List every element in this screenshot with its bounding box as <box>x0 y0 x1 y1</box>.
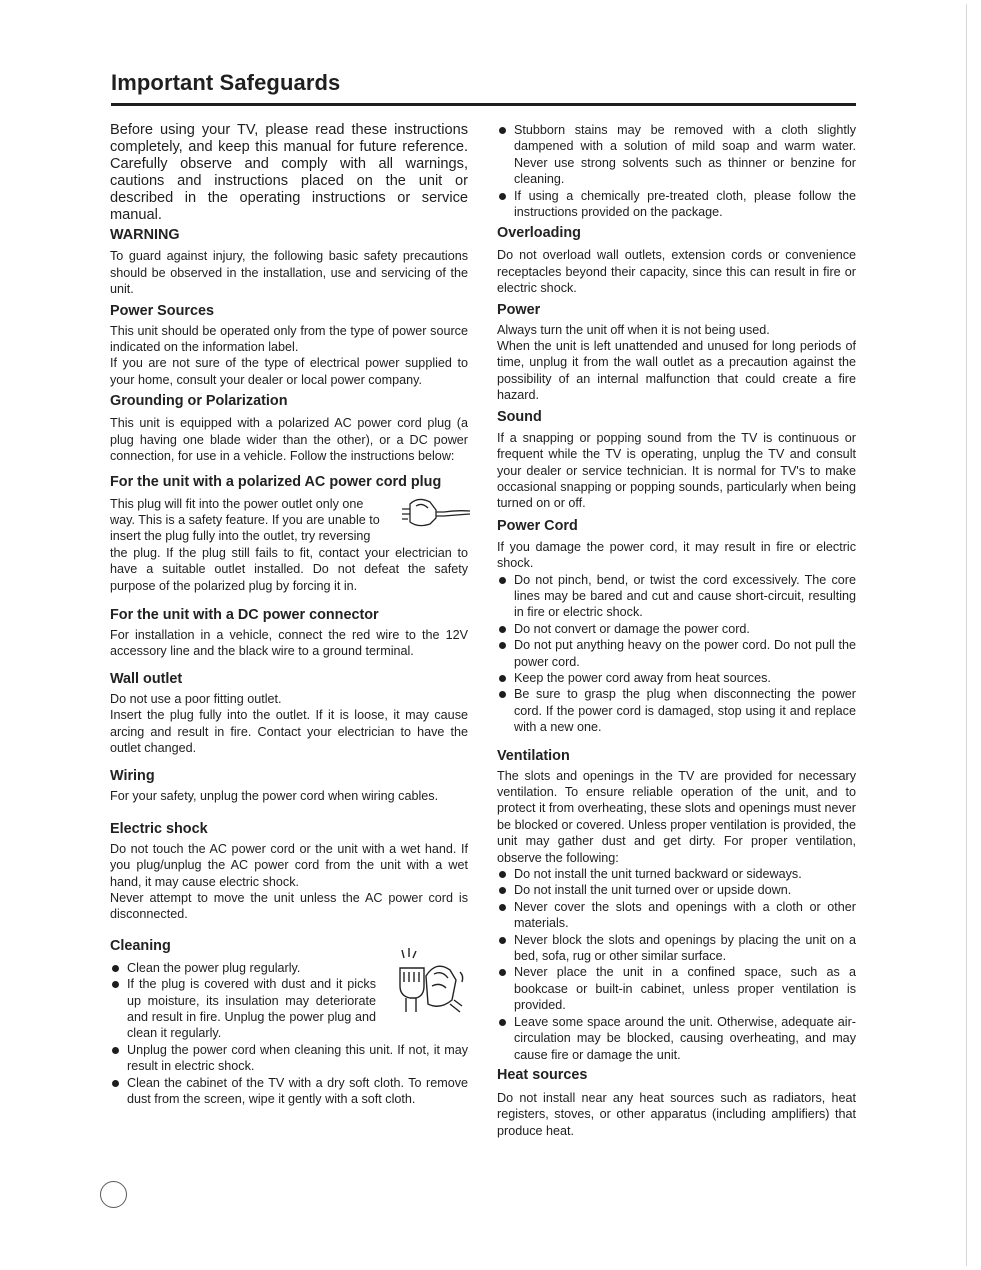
grounding-heading: Grounding or Polarization <box>110 393 288 410</box>
overloading-text: Do not overload wall outlets, extension cords or convenience receptacles beyond their capacity, since this can result in fire or electric shock. <box>497 248 856 296</box>
warning-heading: WARNING <box>110 227 180 244</box>
polarized-plug-heading: For the unit with a polarized AC power cord plug <box>110 473 442 490</box>
heat-sources-heading: Heat sources <box>497 1066 588 1083</box>
list-item: Never place the unit in a confined space, such as a bookcase or built-in cabinet, unless proper ventilation is provided. <box>497 964 856 1013</box>
power-cord-text: If you damage the power cord, it may result in fire or electric shock. <box>497 539 856 571</box>
power-cord-list <box>497 572 856 736</box>
cleaning-heading: Cleaning <box>110 937 171 954</box>
electric-shock-heading: Electric shock <box>110 820 208 837</box>
intro-paragraph: Before using your TV, please read these instructions completely, and keep this manual for future reference. Carefully observe and comply with all warnings, cautions and instructions placed on the unit or described in the operating instructions or service manual. <box>110 122 468 223</box>
page-title: Important Safeguards <box>111 70 341 95</box>
title-rule <box>111 103 856 106</box>
list-item: If using a chemically pre-treated cloth, please follow the instructions provided on the package. <box>497 188 856 221</box>
left-column <box>110 122 468 1107</box>
electric-shock-text-1: Do not touch the AC power cord or the unit with a wet hand. If you plug/unplug the AC power cord from the unit with a wet hand, it may cause electric shock. <box>110 841 468 889</box>
wall-outlet-heading: Wall outlet <box>110 670 183 687</box>
polarized-plug-section <box>110 496 468 594</box>
stains-list <box>497 122 856 220</box>
wiring-heading: Wiring <box>110 768 155 785</box>
power-sources-heading: Power Sources <box>110 302 214 319</box>
wiring-text: For your safety, unplug the power cord when wiring cables. <box>110 789 439 804</box>
list-item: If the plug is covered with dust and it picks up moisture, its insulation may deteriorate and result in fire. Unplug the power plug and clean it regularly. <box>110 976 376 1042</box>
heat-sources-text: Do not install near any heat sources such as radiators, heat registers, stoves, or other apparatus (including amplifiers) that produce heat. <box>497 1090 856 1138</box>
list-item: Do not put anything heavy on the power cord. Do not pull the power cord. <box>497 637 856 670</box>
ventilation-text: The slots and openings in the TV are provided for necessary ventilation. To ensure reliable operation of the unit, and to protect it from overheating, these slots and openings must never be blocked or covered. Unless proper ventilation is provided, the unit may gather dust and get dirty. For proper ventilation, observe the following: <box>497 768 856 865</box>
page-number-circle <box>100 1181 127 1208</box>
power-heading: Power <box>497 301 541 318</box>
list-item: Do not install the unit turned backward or sideways. <box>497 866 856 882</box>
ventilation-list <box>497 866 856 1063</box>
polarized-plug-line-2: way. This is a safety feature. If you are unable to <box>110 512 380 527</box>
right-column <box>497 122 856 1139</box>
list-item: Never block the slots and openings by placing the unit on a bed, sofa, rug or other similar surface. <box>497 932 856 965</box>
page-edge-line <box>966 4 967 1266</box>
cleaning-section <box>110 960 468 1108</box>
dc-connector-text: For installation in a vehicle, connect the red wire to the 12V accessory line and the black wire to a ground terminal. <box>110 627 468 659</box>
power-sources-text-2: If you are not sure of the type of electrical power supplied to your home, consult your dealer or local power company. <box>110 356 468 387</box>
sound-heading: Sound <box>497 408 542 425</box>
polarized-plug-line-1: This plug will fit into the power outlet only one <box>110 496 364 511</box>
list-item: Be sure to grasp the plug when disconnecting the power cord. If the power cord is damaged, stop using it and replace with a new one. <box>497 686 856 735</box>
list-item: Clean the cabinet of the TV with a dry soft cloth. To remove dust from the screen, wipe it gently with a soft cloth. <box>110 1075 468 1108</box>
polarized-plug-icon <box>400 492 472 532</box>
wall-outlet-text-2: Insert the plug fully into the outlet. If it is loose, it may cause arcing and result in fire. Contact your electrician to have the outlet changed. <box>110 708 468 755</box>
electric-shock-text-2: Never attempt to move the unit unless the AC power cord is disconnected. <box>110 891 468 922</box>
list-item: Never cover the slots and openings with a cloth or other materials. <box>497 899 856 932</box>
power-text-1: Always turn the unit off when it is not being used. <box>497 322 770 337</box>
dc-connector-heading: For the unit with a DC power connector <box>110 606 379 623</box>
list-item: Unplug the power cord when cleaning this unit. If not, it may result in electric shock. <box>110 1042 468 1075</box>
power-cord-heading: Power Cord <box>497 517 578 534</box>
list-item: Clean the power plug regularly. <box>110 960 468 976</box>
polarized-plug-line-3: insert the plug fully into the outlet, try reversing <box>110 529 371 544</box>
list-item: Do not convert or damage the power cord. <box>497 621 856 637</box>
warning-text: To guard against injury, the following basic safety precautions should be observed in the installation, use and servicing of the unit. <box>110 249 468 297</box>
sound-text: If a snapping or popping sound from the TV is continuous or frequent while the TV is operating, unplug the TV and consult your dealer or service technician. It is normal for TV's to make occasional snapping or popping sounds, particularly when being turned on or off. <box>497 430 856 511</box>
polarized-plug-text: the plug. If the plug still fails to fit, contact your electrician to have a suitable outlet installed. Do not defeat the safety purpose of the polarized plug by forcing it in. <box>110 545 468 593</box>
list-item: Do not install the unit turned over or upside down. <box>497 882 856 898</box>
list-item: Stubborn stains may be removed with a cloth slightly dampened with a solution of mild soap and warm water. Never use strong solvents such as thinner or benzine for cleaning. <box>497 122 856 188</box>
list-item: Keep the power cord away from heat sources. <box>497 670 856 686</box>
plug-cleaning-icon <box>392 946 470 1026</box>
power-text-2: When the unit is left unattended and unused for long periods of time, unplug it from the wall outlet as a precaution against the possibility of an internal malfunction that could create a fire hazard. <box>497 339 856 403</box>
list-item: Leave some space around the unit. Otherwise, adequate air-circulation may be blocked, causing overheating, and may cause fire or damage the unit. <box>497 1014 856 1063</box>
wall-outlet-text-1: Do not use a poor fitting outlet. <box>110 691 282 706</box>
power-sources-text-1: This unit should be operated only from the type of power source indicated on the information label. <box>110 323 468 355</box>
overloading-heading: Overloading <box>497 225 581 242</box>
list-item: Do not pinch, bend, or twist the cord excessively. The core lines may be bared and cut and cause short-circuit, resulting in fire or electric shock. <box>497 572 856 621</box>
grounding-text: This unit is equipped with a polarized AC power cord plug (a plug having one blade wider than the other), or a DC power connection, for use in a vehicle. Follow the instructions below: <box>110 416 468 464</box>
ventilation-heading: Ventilation <box>497 747 570 764</box>
